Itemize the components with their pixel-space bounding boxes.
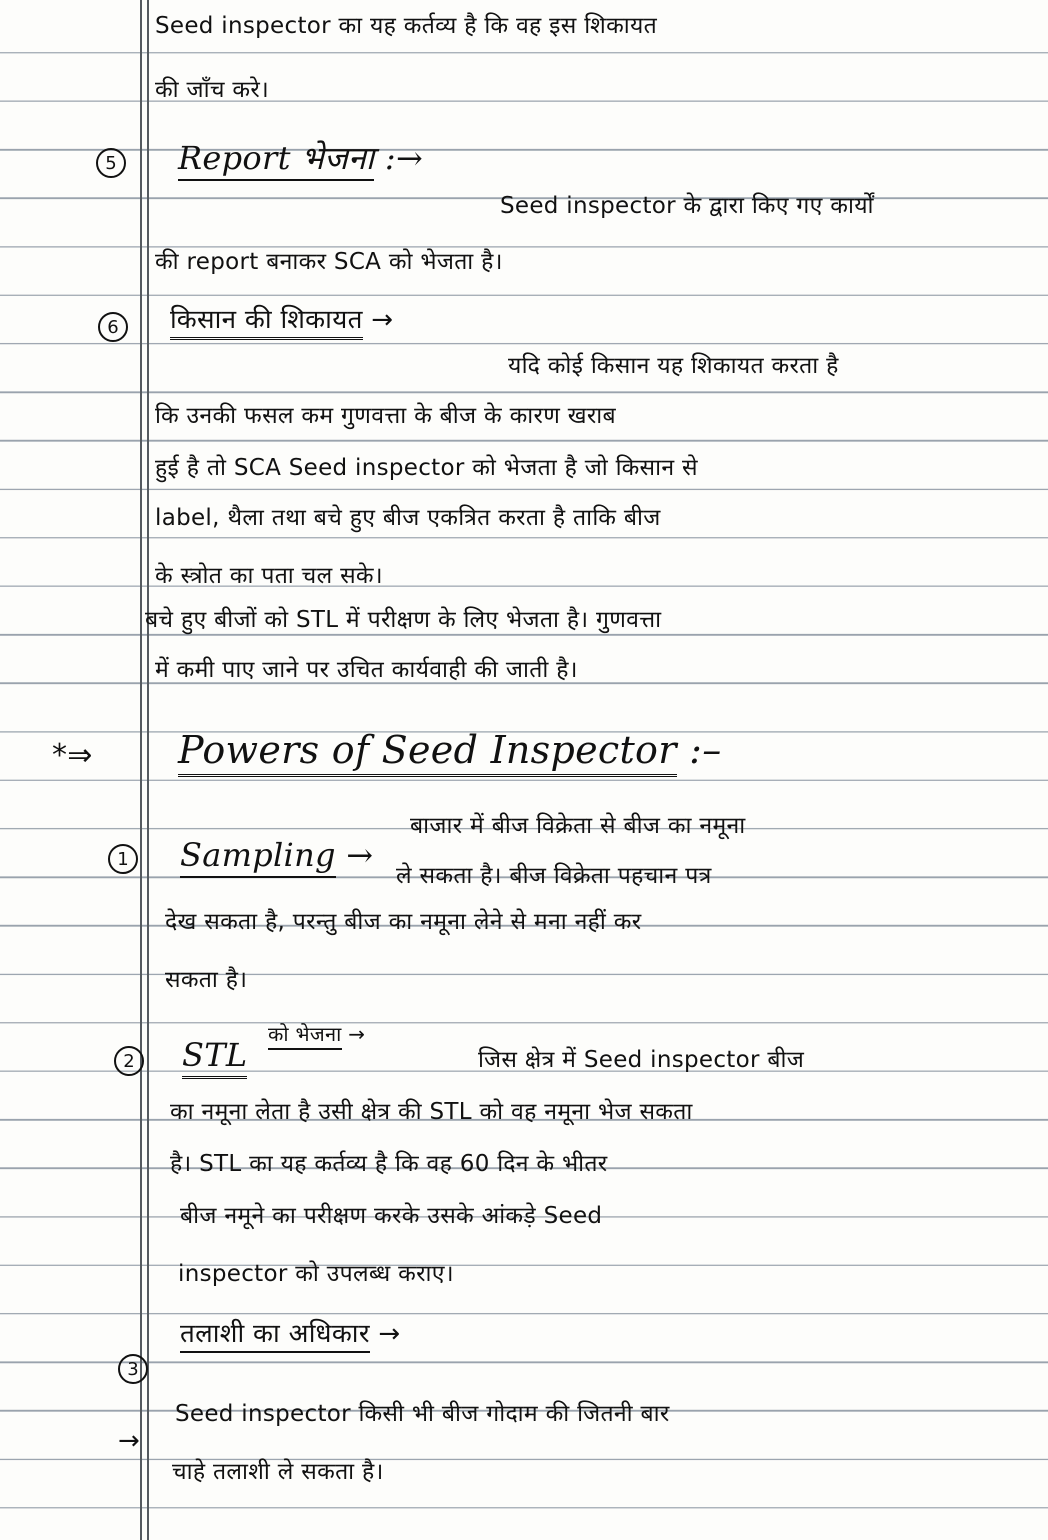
- heading-sampling-title: Sampling: [180, 836, 336, 878]
- heading-stl-super: को भेजना →: [268, 1020, 365, 1047]
- margin-line: [140, 0, 142, 1540]
- heading-arrow: →: [346, 836, 374, 874]
- text-line: बाजार में बीज विक्रेता से बीज का नमूना: [410, 813, 746, 839]
- heading-arrow: →: [348, 1022, 366, 1046]
- text-line: में कमी पाए जाने पर उचित कार्यवाही की जाती है।: [155, 657, 578, 683]
- heading-stl-title: STL: [182, 1036, 247, 1079]
- heading-sampling: [180, 836, 373, 874]
- heading-stl: [182, 1036, 247, 1074]
- text-line: की जाँच करे।: [155, 77, 270, 103]
- heading-complaint-title: किसान की शिकायत: [170, 305, 363, 340]
- heading-number: 2: [114, 1046, 144, 1076]
- heading-report-title: Report भेजना: [178, 139, 374, 181]
- text-line: चाहे तलाशी ले सकता है।: [172, 1459, 384, 1485]
- text-line: Seed inspector किसी भी बीज गोदाम की जितनी बार: [175, 1401, 670, 1427]
- text-line: कि उनकी फसल कम गुणवत्ता के बीज के कारण खराब: [155, 403, 616, 429]
- heading-arrow: :→: [384, 139, 424, 177]
- heading-report: [178, 136, 423, 179]
- heading-number: 1: [108, 844, 138, 874]
- heading-powers-title: Powers of Seed Inspector: [178, 728, 677, 777]
- text-line: की report बनाकर SCA को भेजता है।: [155, 249, 503, 275]
- text-line: के स्त्रोत का पता चल सके।: [155, 563, 383, 589]
- text-line: सकता है।: [165, 967, 248, 993]
- text-line: का नमूना लेता है उसी क्षेत्र की STL को वह नमूना भेज सकता: [170, 1099, 693, 1125]
- heading-number: 5: [96, 148, 126, 178]
- text-line: है। STL का यह कर्तव्य है कि वह 60 दिन के भीतर: [170, 1151, 608, 1177]
- heading-arrow: →: [371, 305, 394, 335]
- text-line: हुई है तो SCA Seed inspector को भेजता है जो किसान से: [155, 455, 698, 481]
- text-line: Seed inspector के द्वारा किए गए कार्यों: [500, 193, 874, 219]
- heading-arrow: →: [378, 1319, 401, 1349]
- text-line: बीज नमूने का परीक्षण करके उसके आंकड़े Seed: [180, 1203, 603, 1229]
- margin-line: [147, 0, 149, 1540]
- text-line: बचे हुए बीजों को STL में परीक्षण के लिए भेजता है। गुणवत्ता: [145, 607, 662, 633]
- heading-number: 6: [98, 312, 128, 342]
- text-line: यदि कोई किसान यह शिकायत करता है: [508, 353, 839, 379]
- heading-search: [180, 1314, 400, 1350]
- heading-complaint: [170, 300, 393, 336]
- text-line: label, थैला तथा बचे हुए बीज एकत्रित करता है ताकि बीज: [155, 505, 661, 531]
- heading-arrow: :–: [689, 728, 722, 772]
- bullet-arrow: →: [118, 1426, 141, 1456]
- text-line: ले सकता है। बीज विक्रेता पहचान पत्र: [396, 863, 712, 889]
- heading-powers: [178, 728, 722, 772]
- text-line: Seed inspector का यह कर्तव्य है कि वह इस शिकायत: [155, 13, 658, 39]
- heading-marker: *⇒: [52, 738, 93, 773]
- text-line: inspector को उपलब्ध कराए।: [178, 1261, 454, 1287]
- heading-number: 3: [118, 1354, 148, 1384]
- text-line: जिस क्षेत्र में Seed inspector बीज: [478, 1047, 805, 1073]
- text-line: देख सकता है, परन्तु बीज का नमूना लेने से मना नहीं कर: [165, 909, 642, 935]
- heading-search-title: तलाशी का अधिकार: [180, 1319, 370, 1353]
